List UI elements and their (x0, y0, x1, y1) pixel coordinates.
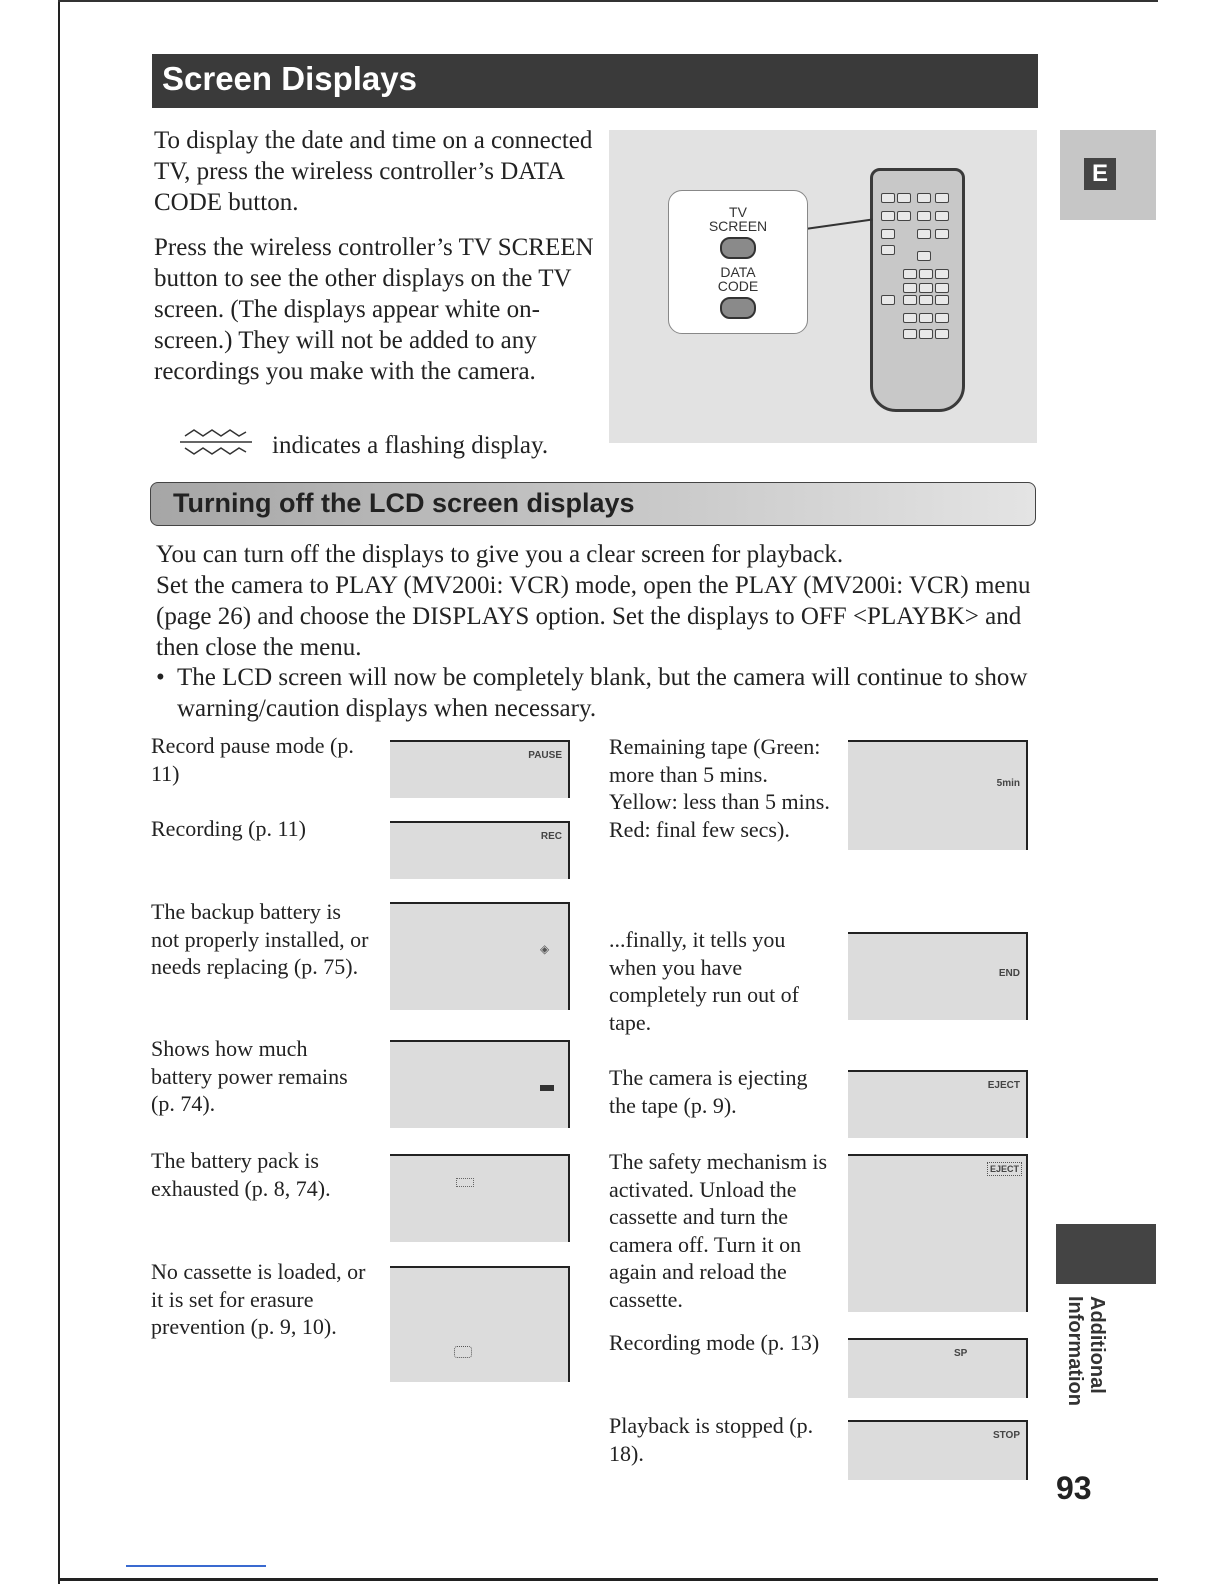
display-screen (848, 740, 1028, 850)
battery-empty-icon (456, 1178, 474, 1187)
side-section-label: Additional Information (1064, 1296, 1108, 1406)
page-number: 93 (1056, 1470, 1092, 1506)
flashing-icon (180, 424, 255, 456)
pause-indicator: PAUSE (528, 750, 562, 761)
eject-flashing-indicator: EJECT (987, 1162, 1022, 1176)
data-label: DATA (720, 264, 756, 280)
intro-paragraph-1: To display the date and time on a connected TV, press the wireless controller’s DATA CODE button. (154, 127, 593, 216)
cassette-icon (454, 1346, 472, 1358)
battery-icon (540, 1085, 554, 1091)
display-screen (848, 1420, 1028, 1480)
tv-screen-button[interactable] (720, 237, 756, 259)
bullet-dot: • (156, 664, 165, 691)
section-tab-dark (1056, 1224, 1156, 1284)
remote-controller (870, 168, 965, 412)
screen-label: SCREEN (708, 218, 768, 234)
display-screen (390, 1154, 570, 1242)
body-line-1: You can turn off the displays to give you a clear screen for playback. (156, 541, 844, 568)
display-screen (848, 932, 1028, 1020)
display-screen (848, 1338, 1028, 1398)
page-border-left (58, 0, 60, 1584)
section-letter: E (1084, 158, 1116, 190)
display-screen (848, 1070, 1028, 1138)
page-title: Screen Displays (152, 54, 1038, 108)
item-text: The camera is ejecting the tape (p. 9). (609, 1065, 808, 1118)
display-screen (390, 902, 570, 1010)
item-text: Recording (p. 11) (151, 816, 306, 841)
tape-end-indicator: END (998, 968, 1020, 979)
remaining-tape-indicator: 5min (996, 778, 1020, 789)
subsection-title: Turning off the LCD screen displays (150, 482, 1036, 526)
page-border-bottom (58, 1578, 1158, 1581)
stop-indicator: STOP (992, 1430, 1020, 1441)
footer-rule (126, 1565, 266, 1567)
display-screen (848, 1154, 1028, 1312)
bullet-text: The LCD screen will now be completely blank, but the camera will continue to show warning/caution displays when necessary. (177, 664, 1028, 722)
body-line-2: Set the camera to PLAY (MV200i: VCR) mode, open the PLAY (MV200i: VCR) menu (page 26) and choose the DISPLAYS option. Set the displays to OFF <PLAYBK> and then close the menu. (156, 572, 1031, 661)
intro-paragraph-2: Press the wireless controller’s TV SCREEN button to see the other displays on the TV screen. (The displays appear white on-screen.) They will not be added to any recordings you make with the camera. (154, 234, 594, 385)
display-screen (390, 1266, 570, 1382)
display-screen (390, 1040, 570, 1128)
display-screen (390, 740, 570, 798)
item-text: Recording mode (p. 13) (609, 1330, 820, 1355)
rec-indicator: REC (540, 831, 562, 842)
backup-battery-icon: ◈ (540, 942, 550, 956)
tv-label: TV (729, 204, 747, 220)
recording-mode-indicator: SP (954, 1348, 968, 1359)
item-text: Record pause mode (p. 11) (151, 733, 354, 786)
item-text: ...finally, it tells you when you have completely run out of tape. (609, 927, 800, 1035)
flashing-note: indicates a flashing display. (272, 432, 549, 459)
item-text: The backup battery is not properly installed, or needs replacing (p. 75). (151, 899, 369, 979)
code-label: CODE (717, 278, 759, 294)
item-text: No cassette is loaded, or it is set for erasure prevention (p. 9, 10). (151, 1259, 366, 1339)
item-text: The battery pack is exhausted (p. 8, 74). (151, 1148, 331, 1201)
item-text: The safety mechanism is activated. Unload the cassette and turn the camera off. Turn it on again and reload the cassette. (609, 1149, 828, 1312)
item-text: Shows how much battery power remains (p. 74). (151, 1036, 348, 1116)
page-border-top (58, 0, 1158, 2)
display-screen (390, 821, 570, 879)
eject-indicator: EJECT (987, 1080, 1020, 1091)
section-tab-e (1060, 130, 1156, 220)
item-text: Playback is stopped (p. 18). (609, 1413, 814, 1466)
item-text: Remaining tape (Green: more than 5 mins. Yellow: less than 5 mins. Red: final few secs). (609, 734, 830, 842)
data-code-button[interactable] (720, 297, 756, 319)
remote-callout (668, 190, 808, 334)
